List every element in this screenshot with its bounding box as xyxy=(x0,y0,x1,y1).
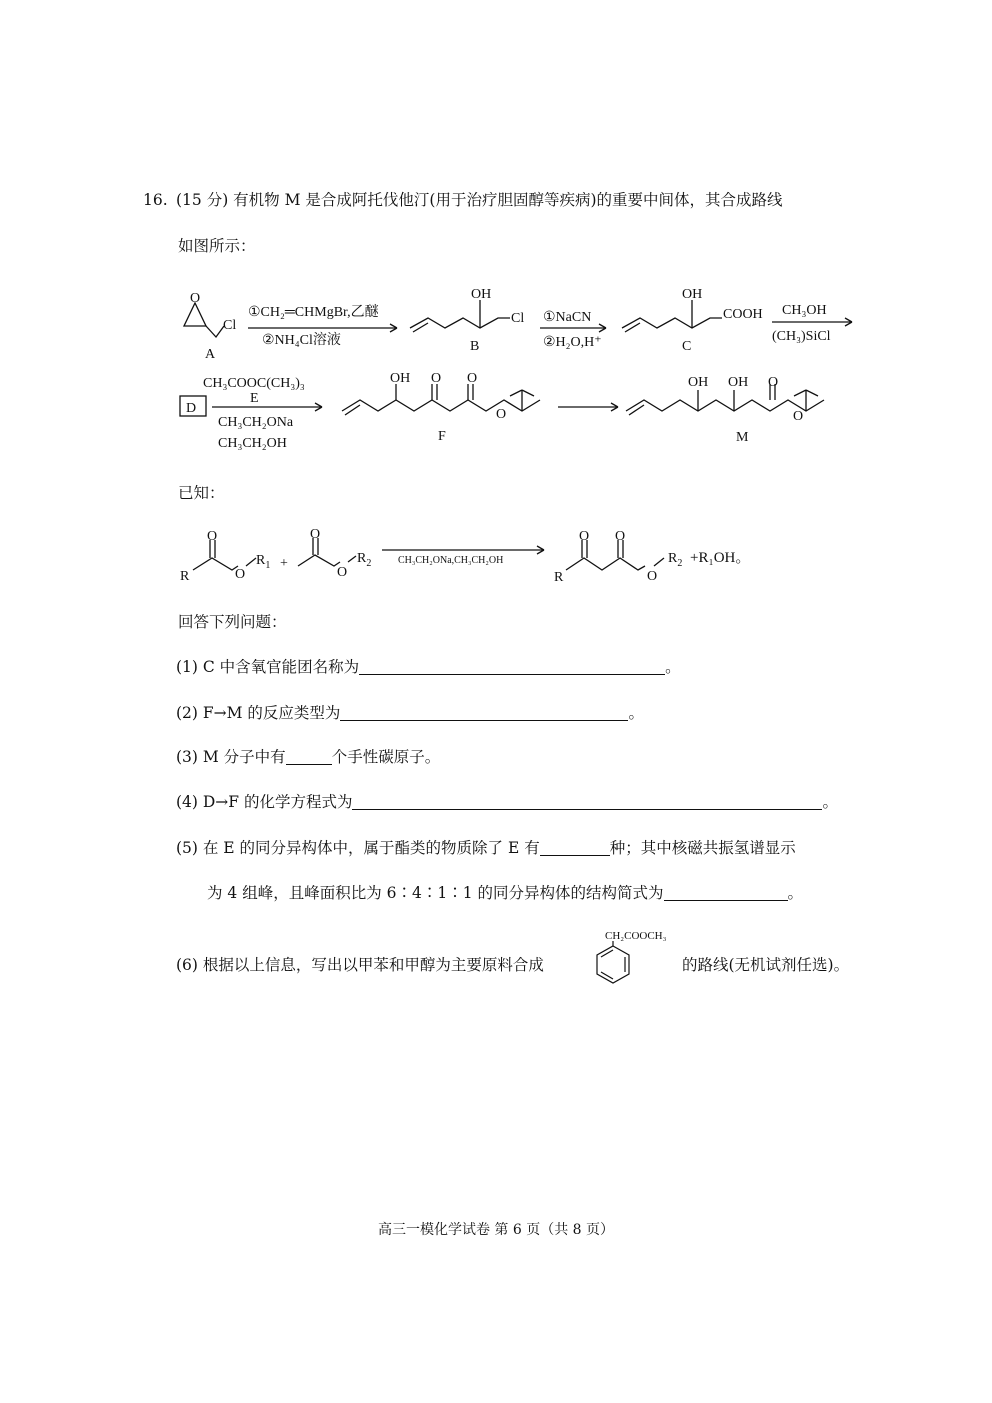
question-number: 16. xyxy=(143,191,168,209)
question-intro-line2: 如图所示： xyxy=(178,237,256,255)
compound-f-skeleton xyxy=(342,400,540,411)
compound-c-hydroxyl: OH xyxy=(682,287,703,302)
known-plus: + xyxy=(280,556,288,571)
step4-reagent-b2: CH₃CH₂OH xyxy=(218,436,287,451)
step1-reagent1: ①CH₂═CHMgBr,乙醚 xyxy=(248,305,379,320)
synthesis-scheme xyxy=(0,0,992,470)
q3-end: 个手性碳原子。 xyxy=(331,748,441,766)
question-1 xyxy=(176,657,681,677)
page-footer: 高三一模化学试卷 第 6 页（共 8 页） xyxy=(377,1222,615,1238)
q5-text2: 种；其中核磁共振氢谱显示 xyxy=(609,839,796,857)
q5-end: 。 xyxy=(787,884,804,902)
q5-text1: (5) 在 E 的同分异构体中，属于酯类的物质除了 E 有 xyxy=(176,839,540,857)
q2-answer-blank[interactable] xyxy=(340,704,628,721)
compound-a-oxygen: O xyxy=(190,291,201,306)
compound-c-skeleton xyxy=(622,318,722,328)
compound-m-hydroxyl2: OH xyxy=(728,375,749,390)
step3-reagent1: CH₃OH xyxy=(782,303,827,318)
known-title: 已知： xyxy=(178,484,225,502)
q1-end: 。 xyxy=(665,658,681,676)
known-prod-o3: O xyxy=(647,569,658,584)
q5-count-blank[interactable] xyxy=(540,839,610,856)
compound-a-label: A xyxy=(205,347,216,362)
step1-reagent2: ②NH₄Cl溶液 xyxy=(262,333,341,348)
compound-b-chlorine: Cl xyxy=(511,311,525,326)
compound-c-label: C xyxy=(682,339,692,354)
known-reagent: CH₃CH₂ONa,CH₃CH₂OH xyxy=(398,555,504,566)
compound-f-hydroxyl: OH xyxy=(390,371,411,386)
step4-reagent-top: CH₃COOC(CH₃)₃ xyxy=(203,376,305,391)
known-r1: $R_1$ xyxy=(256,553,271,571)
known-o2: O xyxy=(235,567,246,582)
question-6-text: (6) 根据以上信息，写出以甲苯和甲醇为主要原料合成 xyxy=(176,956,544,974)
compound-f-ester-o1: O xyxy=(467,371,478,386)
q2-text: (2) F→M 的反应类型为 xyxy=(176,704,341,722)
compound-m-label: M xyxy=(736,430,749,445)
known-prod-o1: O xyxy=(579,529,590,544)
compound-d-label: D xyxy=(186,401,197,416)
compound-c-carboxyl: COOH xyxy=(723,307,763,322)
question-2 xyxy=(176,703,644,723)
compound-b-hydroxyl: OH xyxy=(471,287,492,302)
target-benzene-structure xyxy=(585,926,685,998)
known-prod-r: R xyxy=(554,570,564,585)
step4-reagent-b1: CH₃CH₂ONa xyxy=(218,415,294,430)
question-intro-line1: (15 分) 有机物 M 是合成阿托伐他汀(用于治疗胆固醇等疾病)的重要中间体，其合成路线 xyxy=(176,191,783,209)
compound-m-ester-o1: O xyxy=(768,375,779,390)
known-o4: O xyxy=(337,565,348,580)
known-r2: $R_2$ xyxy=(357,551,372,569)
known-byproduct: +R₁OH。 xyxy=(690,550,751,566)
compound-f-ester-o2: O xyxy=(496,407,507,422)
compound-m-hydroxyl1: OH xyxy=(688,375,709,390)
question-5-line2 xyxy=(207,883,803,903)
known-prod-r2: $R_2$ xyxy=(668,551,683,569)
compound-a-chain xyxy=(206,326,224,337)
q4-end: 。 xyxy=(822,793,838,811)
known-o1: O xyxy=(207,529,218,544)
compound-f-ketone-o: O xyxy=(431,371,442,386)
q4-answer-blank[interactable] xyxy=(352,793,822,810)
step3-reagent2: (CH₃)SiCl xyxy=(772,329,831,344)
compound-b-skeleton xyxy=(410,318,510,328)
known-r: R xyxy=(180,569,190,584)
q2-end: 。 xyxy=(628,704,644,722)
question-5-line1 xyxy=(176,838,796,858)
q1-answer-blank[interactable] xyxy=(359,658,665,675)
q5-structure-blank[interactable] xyxy=(664,884,788,901)
step2-reagent1: ①NaCN xyxy=(543,310,592,325)
known-o3: O xyxy=(310,527,321,542)
question-6-end: 的路线(无机试剂任选)。 xyxy=(682,956,850,974)
q5-text3: 为 4 组峰，且峰面积比为 6∶4∶1∶1 的同分异构体的结构简式为 xyxy=(207,884,664,902)
compound-a-ring xyxy=(184,303,206,326)
answer-intro: 回答下列问题： xyxy=(178,613,287,631)
q1-text: (1) C 中含氧官能团名称为 xyxy=(176,658,360,676)
target-substituent: CH₂COOCH₃ xyxy=(605,930,667,942)
q3-answer-blank[interactable] xyxy=(286,748,332,765)
compound-m-ester-o2: O xyxy=(793,409,804,424)
compound-a-chlorine: Cl xyxy=(223,318,237,333)
step4-e-label: E xyxy=(250,391,259,406)
known-reaction xyxy=(0,510,992,590)
step2-reagent2: ②H₂O,H⁺ xyxy=(543,335,602,350)
question-4 xyxy=(176,792,838,812)
q4-text: (4) D→F 的化学方程式为 xyxy=(176,793,353,811)
q3-text: (3) M 分子中有 xyxy=(176,748,286,766)
known-prod-o2: O xyxy=(615,529,626,544)
compound-f-label: F xyxy=(438,429,446,444)
question-3 xyxy=(176,747,440,767)
compound-b-label: B xyxy=(470,339,480,354)
